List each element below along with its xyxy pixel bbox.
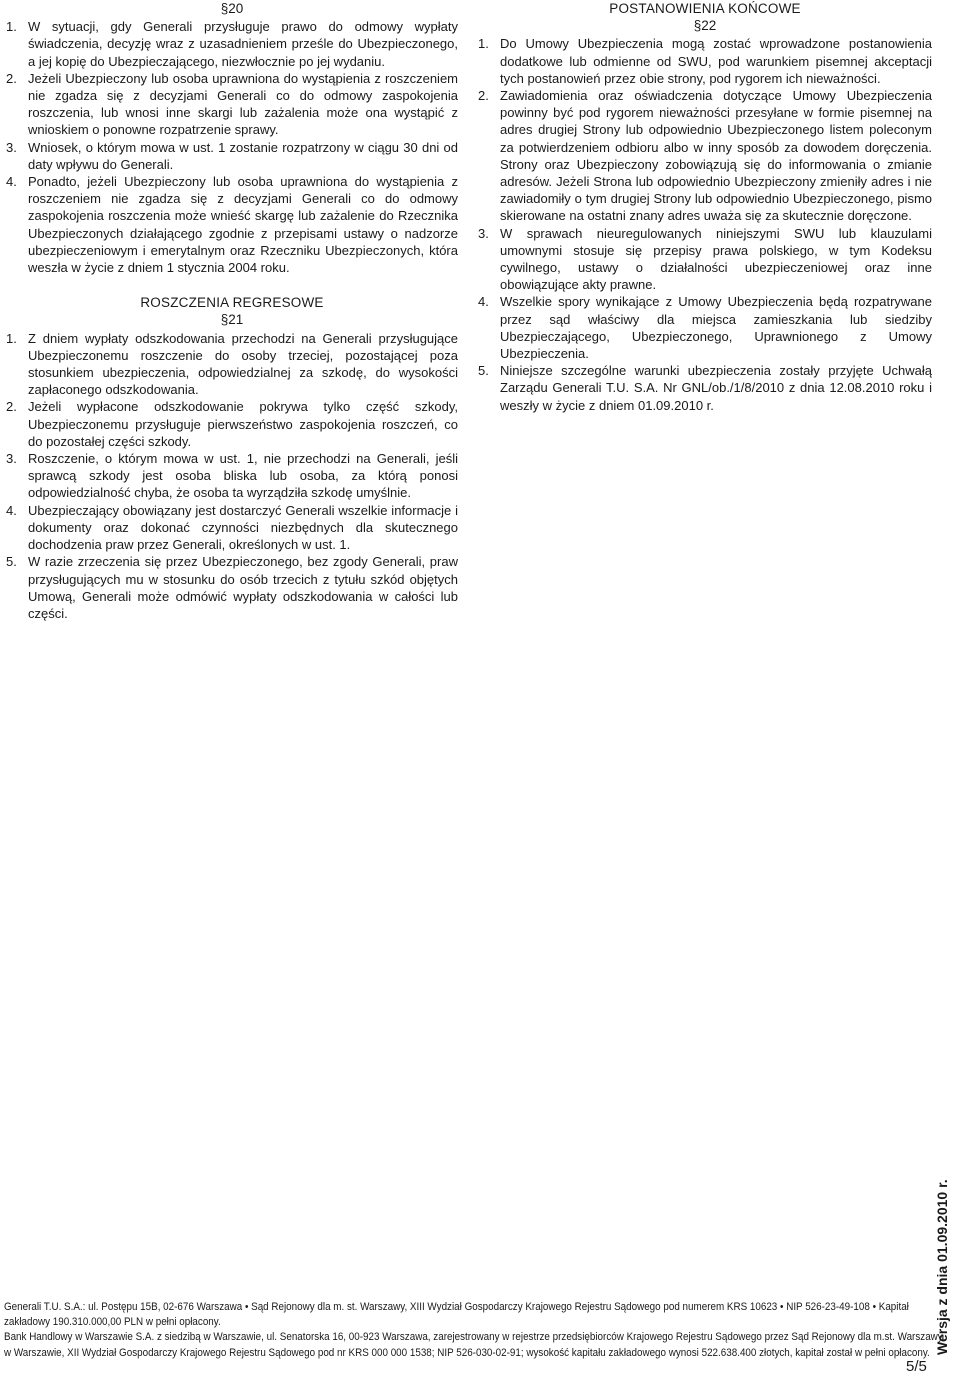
list-item: 4. Wszelkie spory wynikające z Umowy Ubezpieczenia będą rozpatrywane przez sąd właściwy dla miejsca zamieszkania lub siedziby Ubezpieczającego, Ubezpieczonego, Uprawnionego z Umowy Ubezpieczenia. (478, 294, 932, 362)
section-number-22: §22 (693, 18, 717, 34)
list-item: 2. Jeżeli wypłacone odszkodowanie pokrywa tylko część szkody, Ubezpieczonemu przysługuje pierwszeństwo zaspokojenia roszczeń, co do pozostałej części szkody. (6, 399, 458, 449)
section-number-20: §20 (220, 1, 244, 16)
section-20-list (6, 18, 458, 276)
list-item: 1. W sytuacji, gdy Generali przysługuje prawo do odmowy wypłaty świadczenia, decyzję wraz z uzasadnieniem prześle do Ubezpieczonego, a jej kopię do Ubezpieczającego, niezwłocznie po jej wydaniu. (6, 19, 458, 69)
version-label: Wersja z dnia 01.09.2010 r. (934, 1179, 950, 1355)
footer-line: w Warszawie, XII Wydział Gospodarczy Krajowego Rejestru Sądowego pod nr KRS 000 000 1538; NIP 526-030-02-91; wysokość kapitału zakładowego wynosi 522.638.400 złotych, kapitał został w pełni opłacony. (4, 1346, 930, 1359)
right-column (478, 0, 932, 414)
list-item: 1. Do Umowy Ubezpieczenia mogą zostać wprowadzone postanowienia dodatkowe lub odmienne od SWU, pod warunkiem pisemnej akceptacji tych postanowień przez obie strony, pod rygorem ich nieważności. (478, 36, 932, 86)
footer-line: zakładowy 190.310.000,00 PLN w pełni opłacony. (4, 1316, 221, 1329)
list-item: 5. Niniejsze szczególne warunki ubezpieczenia zostały przyjęte Uchwałą Zarządu Generali T.U. S.A. Nr GNL/ob./1/8/2010 z dnia 12.08.2010 roku i weszły w życie z dniem 01.09.2010 r. (478, 363, 932, 413)
list-item: 4. Ubezpieczający obowiązany jest dostarczyć Generali wszelkie informacje i dokumenty oraz dokonać czynności niezbędnych dla skutecznego dochodzenia praw przez Generali, określonych w ust. 1. (6, 502, 458, 553)
list-item: 3. W sprawach nieuregulowanych niniejszymi SWU lub klauzulami umownymi stosuje się przepisy prawa polskiego, w tym Kodeksu cywilnego, ustawy o działalności ubezpieczeniowej oraz inne obowiązujące akty prawne. (478, 225, 932, 293)
list-item: 3. Wniosek, o którym mowa w ust. 1 zostanie rozpatrzony w ciągu 30 dni od daty wpływu do Generali. (6, 139, 458, 172)
page-number: 5/5 (906, 1358, 927, 1375)
list-item: 2. Jeżeli Ubezpieczony lub osoba uprawniona do wystąpienia z roszczeniem nie zgadza się z decyzjami Generali co do odmowy zaspokojenia roszczenia, lub wnosi inne skargi lub zażalenia może ona wystąpić z wnioskiem o ponowne rozpatrzenie sprawy. (6, 70, 458, 138)
list-item: 3. Roszczenie, o którym mowa w ust. 1, nie przechodzi na Generali, jeśli sprawcą szkody jest osoba bliska lub osoba, za którą ponosi odpowiedzialność chyba, że osoba ta wyrządziła szkodę umyślnie. (6, 451, 458, 501)
section-22-list (478, 35, 932, 413)
list-item: 2. Zawiadomienia oraz oświadczenia dotyczące Umowy Ubezpieczenia powinny być pod rygorem nieważności przesyłane w formie pisemnej na adres drugiej Strony lub odpowiednio Ubezpieczonego listem poleconym za potwierdzeniem odbioru albo w inny sposób za dowodem doręczenia. Strony oraz Ubezpieczony zobowiązują się do informowania o zmianie adresów. Jeżeli Strona lub odpowiednio Ubezpieczony zmieniły adres i nie zawiadomiły o tym drugiej Strony lub odpowiednio Ubezpieczonego, pismo skierowane na ostatni znany adres uważa się za skutecznie doręczone. (478, 88, 932, 224)
section-number-21: §21 (220, 312, 244, 328)
footer-line: Bank Handlowy w Warszawie S.A. z siedzibą w Warszawie, ul. Senatorska 16, 00-923 Warszawa, zarejestrowany w rejestrze przedsiębiorców Krajowego Rejestru Sądowego przez Sąd Rejonowy dla m.st. Warszawy (4, 1331, 943, 1344)
list-item: 1. Z dniem wypłaty odszkodowania przechodzi na Generali przysługujące Ubezpieczonemu roszczenie do osoby trzeciej, pozostającej poza stosunkiem ubezpieczenia, odpowiedzialnej za szkodę, do wysokości zapłaconego odszkodowania. (6, 330, 458, 398)
list-item: 4. Ponadto, jeżeli Ubezpieczony lub osoba uprawniona do wystąpienia z roszczeniem nie zgadza się z decyzjami Generali co do odmowy zaspokojenia roszczenia może wnieść skargę lub zażalenie do Rzecznika Ubezpieczonych działającego zgodnie z przepisami ustawy o nadzorze ubezpieczeniowym i emerytalnym oraz Rzeczniku Ubezpieczonych, która weszła w życie z dniem 1 stycznia 2004 roku. (6, 174, 458, 276)
section-title-postanowienia-koncowe: POSTANOWIENIA KOŃCOWE (609, 1, 801, 16)
company-footer (4, 1300, 943, 1361)
list-item: 5. W razie zrzeczenia się przez Ubezpieczonego, bez zgody Generali, praw przysługujących mu w stosunku do osób trzecich z tytułu szkód objętych Umową, Generali może odmówić wypłaty odszkodowania w całości lub części. (6, 554, 458, 621)
footer-line: Generali T.U. S.A.: ul. Postępu 15B, 02-676 Warszawa • Sąd Rejonowy dla m. st. Warszawy, XIII Wydział Gospodarczy Krajowego Rejestru Sądowego pod numerem KRS 10623 • NIP 526-23-49-108 • Kapitał (4, 1301, 909, 1313)
left-column (6, 0, 458, 622)
section-21-list (6, 330, 458, 622)
section-title-roszczenia-regresowe: ROSZCZENIA REGRESOWE (140, 295, 324, 311)
